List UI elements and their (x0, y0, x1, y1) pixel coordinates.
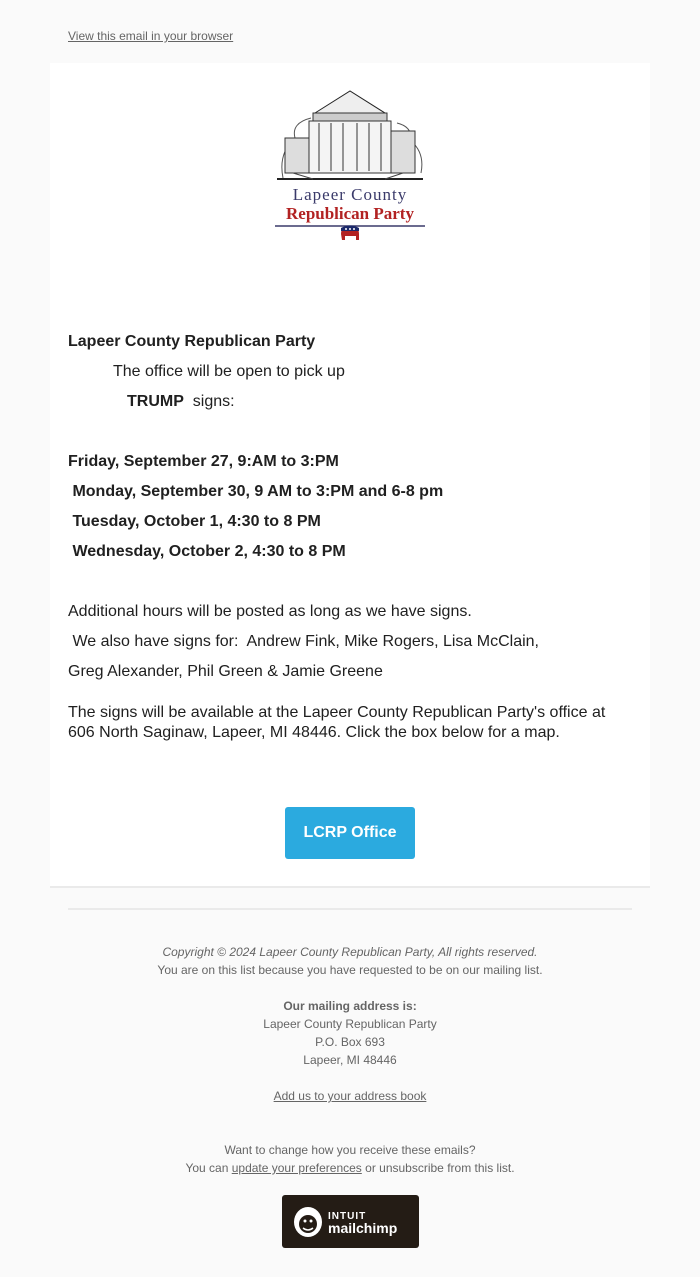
footer (50, 943, 650, 1177)
schedule-item: Tuesday, October 1, 4:30 to 8 PM (68, 513, 321, 530)
email-card (50, 63, 650, 888)
address-box: P.O. Box 693 (315, 1035, 385, 1049)
address-book-link[interactable]: Add us to your address book (273, 1089, 427, 1103)
freddie-icon (294, 1207, 322, 1237)
courthouse-icon (277, 91, 423, 179)
footer-divider (68, 908, 632, 910)
intro-text: The office will be open to pick up (113, 363, 345, 380)
preferences-line (50, 1159, 650, 1177)
additional-hours-text: Additional hours will be posted as long as we have signs. (68, 603, 472, 620)
badge-line-1: INTUIT (328, 1211, 367, 1222)
you-can-text: You can (185, 1161, 232, 1175)
lcrp-office-button[interactable]: LCRP Office (285, 807, 415, 859)
email-body (68, 327, 632, 743)
schedule-item: Monday, September 30, 9 AM to 3:PM and 6-8 pm (68, 483, 444, 500)
schedule-item: Wednesday, October 2, 4:30 to 8 PM (68, 543, 346, 560)
view-in-browser-link[interactable]: View this email in your browser (68, 29, 234, 43)
unsubscribe-text: or unsubscribe from this list. (361, 1161, 515, 1175)
availability-text: The signs will be available at the Lapeer County Republican Party's office at 606 North Saginaw, Lapeer, MI 48446. Click the box below for a map. (68, 704, 606, 741)
change-question: Want to change how you receive these emails? (224, 1143, 476, 1157)
signs-word: signs: (192, 393, 235, 410)
address-name: Lapeer County Republican Party (263, 1017, 437, 1031)
list-reason-text: You are on this list because you have requested to be on our mailing list. (157, 963, 543, 977)
mailchimp-badge[interactable] (282, 1195, 419, 1248)
other-signs-text-2: Greg Alexander, Phil Green & Jamie Greene (68, 663, 383, 680)
schedule-item: Friday, September 27, 9:AM to 3:PM (68, 453, 339, 470)
logo-line-2: Republican Party (286, 204, 414, 223)
address-city: Lapeer, MI 48446 (303, 1053, 397, 1067)
trump-signs-line (68, 387, 632, 417)
badge-line-2: mailchimp (328, 1220, 398, 1236)
trump-label: TRUMP (127, 393, 184, 410)
logo-line-1: Lapeer County (292, 185, 408, 204)
elephant-icon (341, 226, 359, 241)
party-logo (273, 83, 427, 243)
body-heading: Lapeer County Republican Party (68, 333, 316, 350)
copyright-text: Copyright © 2024 Lapeer County Republican Party, All rights reserved. (162, 945, 538, 959)
other-signs-text: We also have signs for: Andrew Fink, Mike Rogers, Lisa McClain, (68, 633, 539, 650)
update-preferences-link[interactable]: update your preferences (231, 1161, 362, 1175)
mailing-address-heading: Our mailing address is: (283, 999, 417, 1013)
